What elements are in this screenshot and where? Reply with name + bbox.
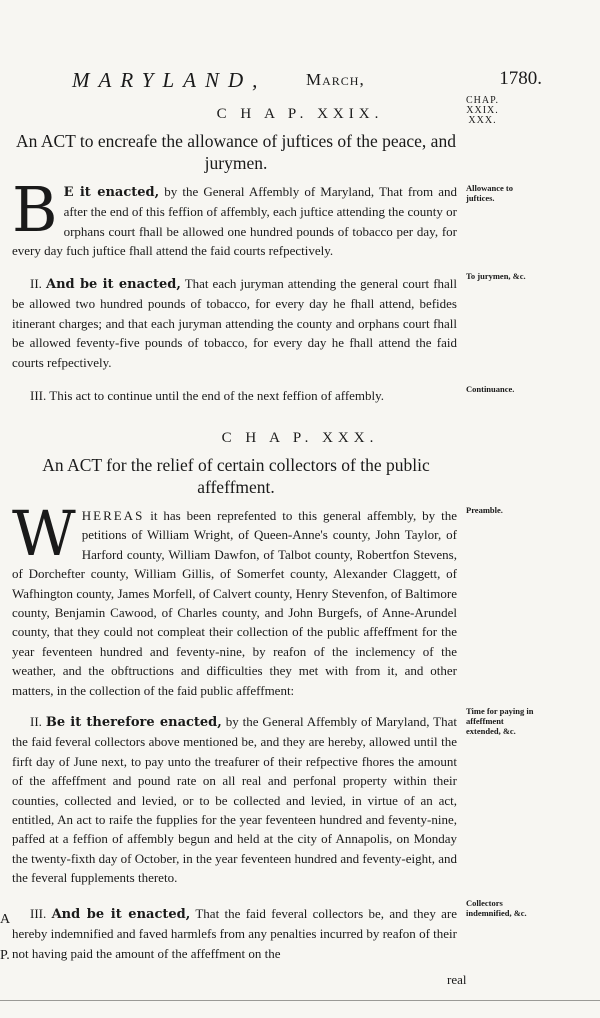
running-year: 1780. [499,68,542,89]
margin-note-collectors: Collectors indemnified, &c. [466,898,527,918]
margin-chap-number-1: XXIX. [466,105,499,116]
left-edge-mark-1: A [0,912,11,927]
margin-note-time-for-paying: Time for paying in affeffment extended, &c. [466,706,534,736]
margin-chap-number-2: XXX. [468,115,497,126]
paragraph-text: That the faid feveral collectors be, and they are hereby indemnified and faved harmlefs from any penalties incurred by reafon of their not having paid the amount of the affeffment on the [12,906,458,961]
paragraph-30-1 [12,497,457,700]
paragraph-text: by the General Affembly of Maryland, That the faid feveral collectors above mentioned be, and they are hereby, allowed until the firft day of June next, to pay unto the treafurer of their refpective fhores the amount of the affeffment and pound rate on all real and perfonal property within their counties, collected and levied, or to be collected and levied, in virtue of an act, entitled, An act to raife the fupplies for the year feventeen hundred and feventy-nine, paffed at a feffion of affembly begun and held at the city of Annapolis, on Monday the twenty-fixth day of October, in the year feventeen hundred and feventy-eight, and the feveral fupplements thereto. [12,714,458,886]
drop-cap: B [12,173,58,246]
margin-note-preamble: Preamble. [466,505,503,515]
drop-cap: W [12,497,76,570]
paragraph-30-2 [12,712,457,888]
chapter-heading-30: C H A P. XXX. [221,430,379,446]
enacting-clause: E it enacted, [63,185,160,200]
running-head [72,68,542,98]
running-title: MARYLAND, [72,68,267,92]
paragraph-text: That each juryman attending the general court fhall be allowed two hundred pounds of tobacco, for every day he fhall attend, befides itinerant charges; and that each juryman attending the county and orphans court fhall be allowed feventy-five pounds of tobacco, for every day he fhall attend the faid courts refpectively. [12,276,458,370]
margin-chap-label: CHAP. [465,95,500,106]
enacting-clause: And be it enacted, [51,907,191,922]
paragraph-text: by the General Affembly of Maryland, That from and after the end of this feffion of affembly, each juftice attending the county or orphans court fhall be allowed one hundred pounds of tobacco per day, for every day fuch juftice fhall attend the faid courts refpectively. [12,184,458,259]
section-number: III. [30,906,47,921]
catchword: real [447,972,467,987]
paragraph-text: it has been reprefented to this general affembly, by the petitions of William Wright, of Queen-Anne's county, John Taylor, of Harford county, William Dawfon, of Talbot county, Robertfon Stevens, of Dorchefter county, William Gillis, of Somerfet county, Alexander Claggett, of Wafhington county, James Morfell, of Calvert county, Henry Stevenfon, of Baltimore county, Benjamin Cawood, of Charles county, and John Burgefs, of Anne-Arundel county, that they could not compleat their collection of the public affeffment for the year feventeen hundred and feventy-nine, by reafon of the inclemency of the weather, and the obftructions and difficulties they met with from it, and other matters, in the collection of the faid public affeffment: [12,508,457,698]
section-number: II. [30,714,42,729]
margin-note-allowance: Allowance to juftices. [466,183,513,203]
paragraph-29-1 [12,173,458,261]
left-edge-mark-2: P. [0,948,10,963]
section-number: II. [30,276,42,291]
margin-note-jurymen: To jurymen, &c. [466,271,526,281]
chapter-heading-29: C H A P. XXIX. [216,106,384,122]
paragraph-text: This act to continue until the end of the next feffion of affembly. [49,388,385,403]
margin-note-continuance: Continuance. [466,384,515,394]
enacting-clause: And be it enacted, [45,277,181,292]
paragraph-30-3 [12,904,457,963]
enacting-clause: Be it therefore enacted, [45,715,222,730]
paragraph-29-3 [12,386,457,405]
paragraph-29-2 [12,274,457,372]
section-number: III. [30,388,47,403]
act-title-30: An ACT for the relief of certain collectors of the public affeffment. [42,455,430,497]
running-month: March, [306,70,365,89]
bottom-edge [0,1000,600,1001]
preamble-lead: HEREAS [81,508,145,523]
act-title-29: An ACT to encreafe the allowance of juftices of the peace, and jurymen. [16,131,456,173]
